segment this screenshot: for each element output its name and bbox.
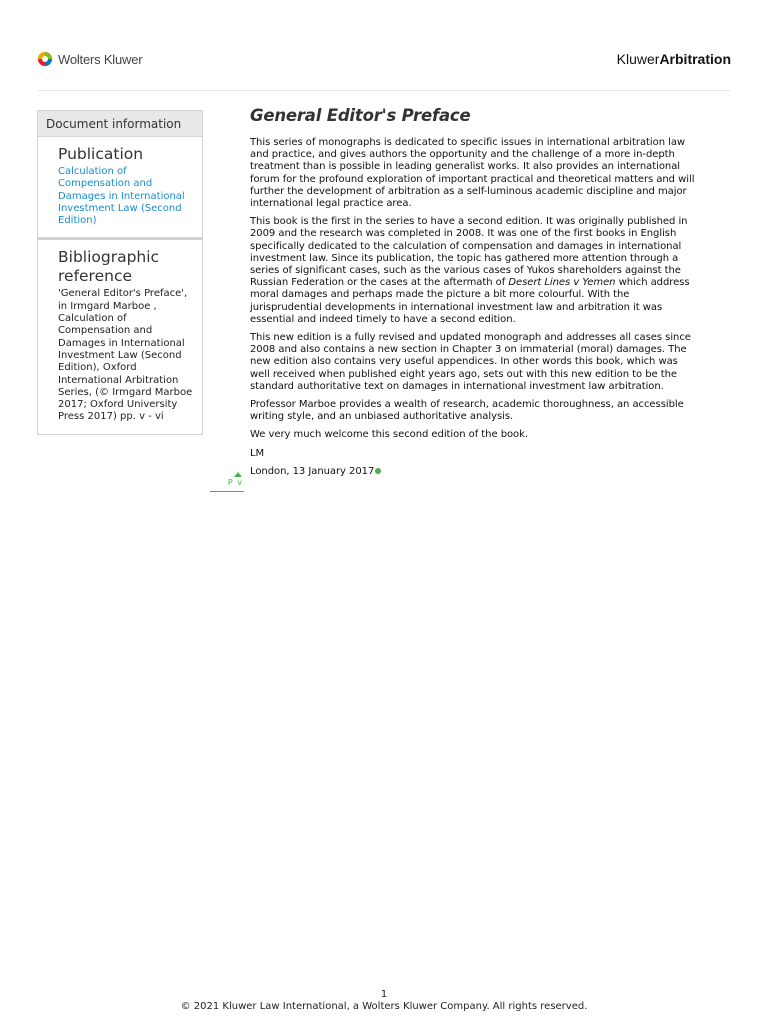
publication-box bbox=[37, 137, 203, 238]
page-title: General Editor's Preface bbox=[250, 106, 471, 125]
bibliographic-box bbox=[37, 238, 203, 434]
copyright-notice: © 2021 Kluwer Law International, a Wolters Kluwer Company. All rights reserved. bbox=[180, 1001, 588, 1012]
page-marker[interactable] bbox=[210, 472, 244, 492]
page-marker-underline bbox=[210, 491, 244, 492]
document-info-sidebar bbox=[37, 110, 203, 435]
document-info-heading: Document information bbox=[37, 110, 203, 137]
paragraph-3: This new edition is a fully revised and updated monograph and addresses all cases since 2008 and also contains a new section in Chapter 3 on immaterial (moral) damages. The new edition also contains very useful appendices. In other words this book, which was well received when published eight years ago, sets out with this new edition to be the standard authoritative text on damages in international investment law arbitration. bbox=[250, 332, 691, 392]
page-marker-arrow-icon bbox=[234, 472, 242, 477]
paragraph-2-part-b: which address moral damages and perhaps made the picture a bit more colourful. With the jurisprudential developments in international investment law and arbitration it was essential and indeed timely to have a second edition. bbox=[250, 277, 690, 325]
wolters-kluwer-logo[interactable] bbox=[37, 51, 142, 67]
bibliographic-title: Bibliographic reference bbox=[58, 248, 160, 286]
header-divider bbox=[37, 90, 731, 91]
brand-regular: Kluwer bbox=[616, 51, 660, 67]
paragraph-2 bbox=[250, 216, 696, 326]
publication-link[interactable]: Calculation of Compensation and Damages in International Investment Law (Second Edition) bbox=[58, 166, 185, 227]
author-initials: LM bbox=[250, 447, 265, 459]
end-marker-dot-icon bbox=[375, 468, 381, 474]
wolters-kluwer-logo-icon bbox=[37, 51, 53, 67]
brand-bold: Arbitration bbox=[659, 51, 731, 67]
kluwer-arbitration-brand[interactable] bbox=[617, 51, 731, 67]
paragraph-2-part-a: This book is the first in the series to have a second edition. It was originally published in 2009 and the research was completed in 2008. It was one of the first books in English specifically dedicated to the calculation of compensation and damages in international investment law. Since its publication, the topic has gathered more attention through a series of significant cases, such as the various cases of Yukos shareholders against the Russian Federation or the cases at the aftermath of bbox=[250, 216, 688, 289]
case-name-italic: Desert Lines v Yemen bbox=[508, 277, 616, 289]
publication-title: Publication bbox=[58, 145, 144, 163]
page-number: 1 bbox=[380, 989, 388, 1000]
logo-text: Wolters Kluwer bbox=[58, 51, 143, 67]
page-marker-label: P v bbox=[227, 478, 243, 487]
page-header bbox=[0, 0, 768, 92]
bibliographic-text: 'General Editor's Preface', in Irmgard Marboe , Calculation of Compensation and Damages in International Investment Law (Second Edition), Oxford International Arbitration Series, (© Irmgard Marboe 2017; Oxford University Press 2017) pp. v - vi bbox=[58, 288, 193, 423]
paragraph-5: We very much welcome this second edition of the book. bbox=[250, 429, 528, 441]
paragraph-4: Professor Marboe provides a wealth of research, academic thoroughness, an accessible writing style, and an unbiased authoritative analysis. bbox=[250, 399, 684, 423]
signoff-text: London, 13 January 2017 bbox=[250, 465, 375, 477]
signoff-line bbox=[250, 466, 696, 478]
paragraph-1: This series of monographs is dedicated to specific issues in international arbitration law and practice, and gives authors the opportunity and the challenge of a more in-depth treatment than is possible in leading generalist works. It also provides an international forum for the profound exploration of important practical and theoretical matters and will further the development of arbitration as a self-luminous academic discipline and major international legal practice area. bbox=[250, 137, 695, 210]
main-content bbox=[250, 106, 696, 484]
